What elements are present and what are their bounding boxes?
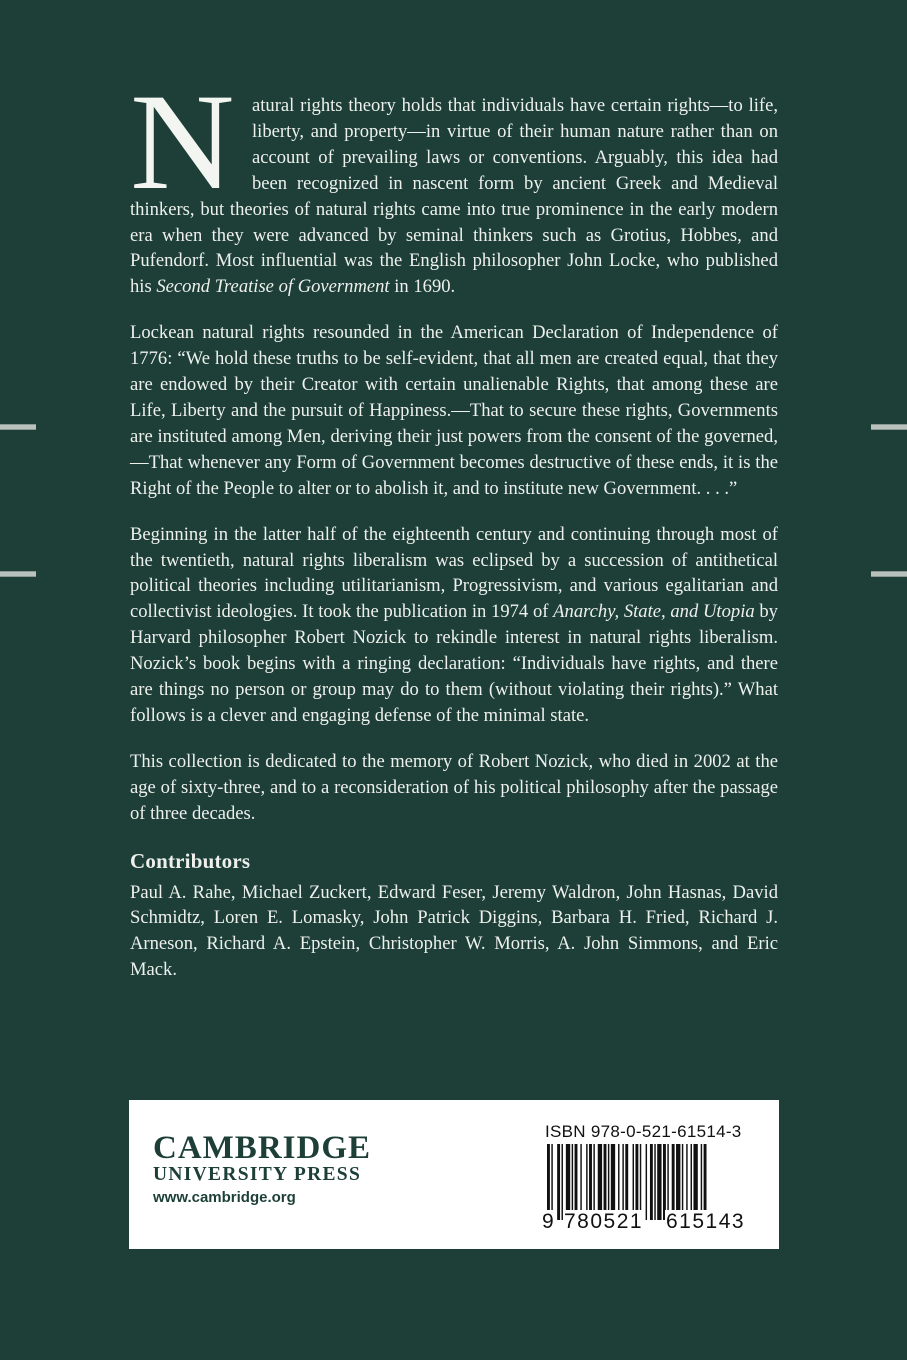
paragraph-3-text-a: Beginning in the latter half of the eighteenth century and continuing through most of the twentieth, natural rights liberalism was eclipsed by a succession of antithetical political theories including utilitarianism, Progressivism, and various egalitarian and collectivist ideologies. It took the publication in 1974 of <box>130 523 778 623</box>
barcode-bar <box>604 1144 607 1220</box>
barcode-bar <box>593 1144 594 1220</box>
barcode-bar <box>682 1144 683 1220</box>
publisher-url: www.cambridge.org <box>153 1189 296 1206</box>
barcode-bar <box>672 1144 675 1220</box>
barcode-bar <box>589 1144 592 1220</box>
side-rule-right-1 <box>871 424 907 430</box>
paragraph-1-text-b: in 1690. <box>389 276 456 298</box>
barcode-bar <box>676 1144 680 1220</box>
back-cover-text <box>130 65 778 983</box>
barcode-bar <box>575 1144 578 1220</box>
publisher-logo <box>153 1132 371 1209</box>
barcode-bar <box>562 1144 563 1220</box>
barcode-bar <box>598 1144 602 1220</box>
barcode-bar <box>625 1144 628 1220</box>
barcode-bar <box>622 1144 623 1220</box>
paragraph-4: This collection is dedicated to the memory of Robert Nozick, who died in 2002 at the age of sixty-three, and to a reconsideration of his political philosophy after the passage of three decades. <box>130 750 778 824</box>
barcode-bar <box>646 1144 647 1220</box>
barcode-bar <box>557 1144 560 1220</box>
barcode-bar <box>608 1144 609 1220</box>
barcode-bar <box>693 1144 697 1220</box>
barcode-bar <box>586 1144 587 1220</box>
barcode-bar <box>663 1144 666 1220</box>
barcode-bar <box>633 1144 634 1220</box>
contributors-heading: Contributors <box>130 848 251 873</box>
paragraph-2: Lockean natural rights resounded in the American Declaration of Independence of 1776: “We hold these truths to be self-evident, that all men are created equal, that they are endowed by their Creator with certain unalienable Rights, that among these are Life, Liberty and the pursuit of Happiness.—That to secure these rights, Governments are instituted among Men, deriving their just powers from the consent of the governed,—That whenever any Form of Government becomes destructive of these ends, it is the Right of the People to alter or to abolish it, and to institute new Government. . . .” <box>130 322 778 499</box>
publisher-subtitle: UNIVERSITY PRESS <box>153 1164 362 1185</box>
barcode-bar <box>551 1144 552 1220</box>
barcode-bar <box>701 1144 702 1220</box>
barcode-bar <box>686 1144 687 1220</box>
barcode-bar <box>635 1144 638 1220</box>
paragraph-1-text-a: atural rights theory holds that individuals have certain rights—to life, liberty, and property—in virtue of their human nature rather than on account of prevailing laws or conventions. Arguably, this idea had been recognized in nascent form by ancient Greek and Medieval thinkers, but theories of natural rights came into true prominence in the early modern era when they were advanced by seminal thinkers such as Grotius, Hobbes, and Pufendorf. Most influential was the English philosopher John Locke, who published his <box>130 95 778 298</box>
side-rule-left-2 <box>0 571 36 577</box>
barcode-bar <box>580 1144 581 1220</box>
barcode-bar <box>657 1144 661 1220</box>
paragraph-1 <box>130 65 778 300</box>
barcode-bar <box>547 1144 550 1220</box>
barcode-bar <box>650 1144 653 1220</box>
paragraph-3-text-b: by Harvard philosopher Robert Nozick to rekindle interest in natural rights liberalism. Nozick’s book begins with a ringing declaration: “Individuals have rights, and there are things no person or group may do to them (without violating their rights).” What follows is a clever and engaging defense of the minimal state. <box>130 601 778 726</box>
barcode-bar <box>611 1144 615 1220</box>
barcode-bar <box>691 1144 692 1220</box>
barcode-icon <box>545 1144 755 1220</box>
paragraph-3 <box>130 522 778 729</box>
barcode-bar <box>640 1144 641 1220</box>
drop-cap: N <box>130 65 235 218</box>
side-rule-left-1 <box>0 424 36 430</box>
publisher-barcode-panel <box>129 1100 779 1249</box>
barcode-bar <box>667 1144 668 1220</box>
barcode-bar <box>566 1144 570 1220</box>
publisher-name: CAMBRIDGE <box>153 1130 372 1166</box>
barcode-bar <box>654 1144 655 1220</box>
paragraph-3-book-title: Anarchy, State, and Utopia <box>553 601 755 623</box>
paragraph-1-book-title: Second Treatise of Government <box>156 276 390 298</box>
barcode-bar <box>572 1144 573 1220</box>
barcode-digits-right: 615143 <box>666 1210 746 1233</box>
barcode-bar <box>618 1144 619 1220</box>
barcode-bar <box>704 1144 707 1220</box>
side-rule-right-2 <box>871 571 907 577</box>
barcode-digit-first: 9 <box>542 1210 554 1233</box>
contributors-list: Paul A. Rahe, Michael Zuckert, Edward Feser, Jeremy Waldron, John Hasnas, David Schmidtz, Loren E. Lomasky, John Patrick Diggins, Barbara H. Fried, Richard J. Arneson, Richard A. Epstein, Christopher W. Morris, A. John Simmons, and Eric Mack. <box>130 881 778 981</box>
isbn-label: ISBN 978-0-521-61514-3 <box>545 1122 742 1141</box>
barcode-digits-left: 780521 <box>564 1210 644 1233</box>
